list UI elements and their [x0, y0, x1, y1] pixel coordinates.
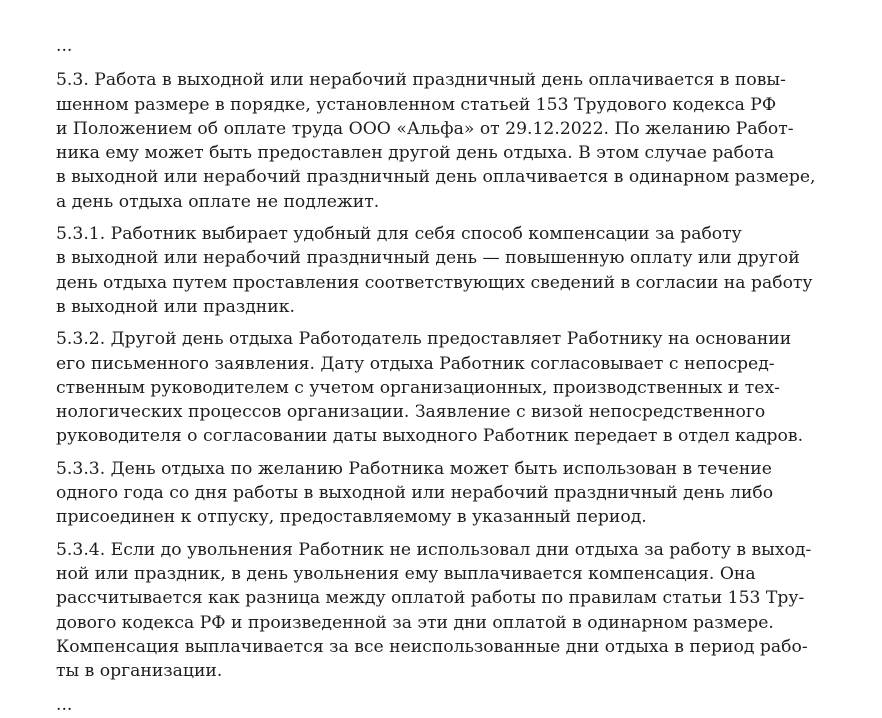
text-line: его письменного заявления. Дату отдыха Работник согласовывает с непосред-	[56, 353, 775, 374]
text-line: 5.3.1. Работник выбирает удобный для себя способ компенсации за работу	[56, 224, 742, 245]
paragraph-5-3-3	[56, 457, 856, 530]
text-line: в выходной или нерабочий праздничный день оплачивается в одинарном размере,	[56, 167, 816, 188]
text-line: рассчитывается как разница между оплатой работы по правилам статьи 153 Тру-	[56, 588, 805, 609]
text-line: и Положением об оплате труда ООО «Альфа» от 29.12.2022. По желанию Работ-	[56, 118, 794, 139]
document-body	[56, 34, 856, 718]
text-line: шенном размере в порядке, установленном статьей 153 Трудового кодекса РФ	[56, 94, 777, 115]
text-line: в выходной или нерабочий праздничный день — повышенную оплату или другой	[56, 248, 800, 269]
text-line: присоединен к отпуску, предоставляемому в указанный период.	[56, 507, 647, 528]
text-line: нологических процессов организации. Заявление с визой непосредственного	[56, 402, 766, 423]
text-line: дового кодекса РФ и произведенной за эти дни оплатой в одинарном размере.	[56, 612, 774, 633]
text-line: 5.3.4. Если до увольнения Работник не использовал дни отдыха за работу в выход-	[56, 539, 812, 560]
text-line: одного года со дня работы в выходной или нерабочий праздничный день либо	[56, 483, 774, 504]
ellipsis-bottom: ...	[56, 695, 73, 716]
text-line: Компенсация выплачивается за все неиспользованные дни отдыха в период рабо-	[56, 636, 808, 657]
paragraph-5-3	[56, 68, 856, 214]
text-line: а день отдыха оплате не подлежит.	[56, 191, 380, 212]
text-line: 5.3.2. Другой день отдыха Работодатель предоставляет Работнику на основании	[56, 329, 792, 350]
paragraph-5-3-2	[56, 327, 856, 448]
text-line: руководителя о согласовании даты выходного Работник передает в отдел кадров.	[56, 426, 804, 447]
text-line: 5.3.3. День отдыха по желанию Работника может быть использован в течение	[56, 458, 772, 479]
text-line: ственным руководителем с учетом организационных, производственных и тех-	[56, 377, 780, 398]
text-line: ной или праздник, в день увольнения ему выплачивается компенсация. Она	[56, 563, 756, 584]
ellipsis-top: ...	[56, 36, 73, 56]
text-line: день отдыха путем проставления соответствующих сведений в согласии на работу	[56, 272, 813, 293]
text-line: в выходной или праздник.	[56, 296, 295, 317]
text-line: 5.3. Работа в выходной или нерабочий праздничный день оплачивается в повы-	[56, 70, 786, 91]
paragraph-5-3-1	[56, 222, 856, 319]
text-line: ника ему может быть предоставлен другой день отдыха. В этом случае работа	[56, 143, 775, 164]
text-line: ты в организации.	[56, 661, 223, 682]
paragraph-5-3-4	[56, 538, 856, 684]
